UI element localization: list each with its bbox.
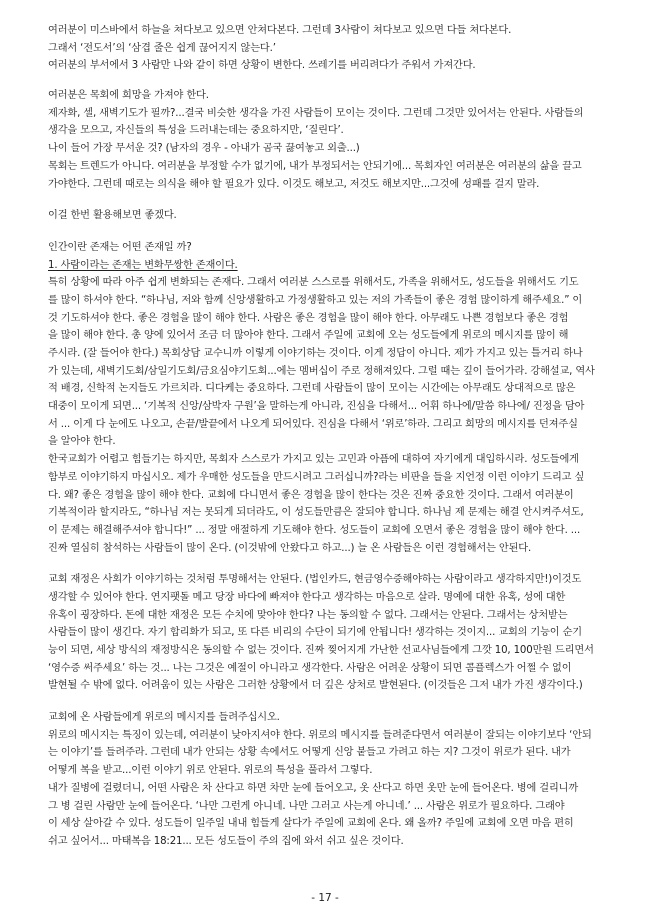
text-line: 교회 재정은 사회가 이야기하는 것처럼 투명해서는 안된다. (법인카드, 현금영수증해야하는 사람이라고 생각하지만!)이것도 (48, 574, 582, 586)
text-line: 한국교회가 어렵고 힘들기는 하지만, 목회자 스스로가 가지고 있는 고민과 아픔에 대하여 자기에게 대입하시라. 성도들에게 (48, 454, 579, 466)
text-line: ‘영수증 써주세요’ 하는 것... 나는 그것은 예절이 아니라고 생각한다. 사람은 어려운 상황이 되면 콤플렉스가 어쩔 수 없이 (48, 662, 572, 674)
text-line: 여러분은 목회에 희망을 가져야 한다. (48, 90, 209, 102)
text-line: 나이 들어 가장 무서운 것? (남자의 경우 - 아내가 곰국 끓여놓고 외출...) (48, 143, 360, 155)
text-line: 쉬고 싶어서... 마태복음 18:21... 모든 성도들이 주의 집에 와서 쉬고 싶은 것이다. (48, 835, 404, 847)
text-line: 서 ... 이게 다 눈에도 나오고, 손끝/발끝에서 나오게 되어있다. 진심을 다해서 ‘위로’하라. 그리고 희망의 메시지를 던져주실 (48, 418, 578, 430)
text-line: 다. 왜? 좋은 경험을 많이 해야 한다. 교회에 다니면서 좋은 경험을 많이 한다는 것은 진짜 중요한 것이다. 그래서 여러분이 (48, 489, 574, 501)
text-line: 제자화, 셀, 새벽기도가 필까?...결국 비슷한 생각을 가진 사람들이 모이는 것이다. 그런데 그것만 있어서는 안된다. 사람들의 (48, 107, 584, 119)
paragraph-3 (48, 207, 604, 225)
text-line: 발현될 수 밖에 없다. 어려움이 있는 사람은 그러한 상황에서 더 깊은 상처로 발현된다. (이것들은 그저 내가 가진 생각이다.) (48, 680, 583, 692)
text-line: 교회에 온 사람들에게 위로의 메시지를 들려주십시오. (48, 712, 280, 724)
text-line: 특히 상황에 따라 아주 쉽게 변화되는 존재다. 그래서 여러분 스스로를 위해서도, 가족을 위해서도, 성도들을 위해서도 기도 (48, 277, 579, 289)
text-line: 이 세상 살아갈 수 있다. 성도들이 일주일 내내 힘들게 살다가 주일에 교회에 온다. 왜 올까? 주일에 교회에 오면 마음 편히 (48, 818, 574, 830)
text-line: 를 많이 하셔야 한다. “하나님, 저와 함께 신앙생활하고 가정생활하고 있는 저의 가족들이 좋은 경험 많이하게 해주세요.” 이 (48, 294, 583, 306)
text-line: 여러분의 부서에서 3 사람만 나와 같이 하면 상황이 변한다. 쓰레기를 버리려다가 주워서 가져간다. (48, 60, 476, 72)
text-line: 적 배경, 신학적 논지들도 가르치라. 디다케는 중요하다. 그런데 사람들이 많이 모이는 시간에는 아무래도 상대적으로 많은 (48, 383, 576, 395)
text-line: 유혹이 굉장하다. 돈에 대한 재정은 모든 수치에 맞아야 한다? 나는 동의할 수 없다. 그래서는 안된다. 그래서는 상처받는 (48, 609, 568, 621)
page-number: - 17 - (311, 892, 339, 904)
text-line: 그 병 걸린 사람만 눈에 들어온다. ‘나만 그런게 아니네. 나만 그러고 사는게 아니네.’ ... 사람은 위로가 필요하다. 그래야 (48, 800, 565, 812)
text-line: 을 알아야 한다. (48, 436, 116, 448)
text-line: 어떻게 복을 받고...이런 이야기 위로 안된다. 위로의 특성을 풀라서 그렇다. (48, 765, 373, 777)
text-line: 가 있는데, 새벽기도회/삼일기도회/금요심야기도회...에는 멤버십이 주로 정해져있다. 그럴 때는 깊이 들어가라. 강해설교, 역사 (48, 365, 595, 377)
text-line: 이 문제는 해결해주셔야 합니다!” ... 정말 애절하게 기도해야 한다. 성도들이 교회에 오면서 좋은 경험을 많이 해야 한다. ... (48, 524, 581, 536)
text-line: 가야한다. 그런데 때로는 의식을 해야 할 필요가 있다. 이것도 해보고, 저것도 해보지만...그것에 성패를 걸지 말라. (48, 178, 540, 190)
text-line: 생각을 모으고, 자신들의 특성을 드러내는데는 중요하지만, ‘질린다’. (48, 125, 344, 137)
text-line: 기복적이라 할지라도, “하나님 저는 못되게 되더라도, 이 성도들만큼은 잘되야 합니다. 하나님 제 문제는 해결 안시켜주셔도, (48, 507, 584, 519)
text-line: 그래서 ‘전도서’의 ‘삼겹 줄은 쉽게 끊어지지 않는다.’ (48, 42, 276, 54)
paragraph-5 (48, 571, 604, 695)
text-line: 진짜 열심히 참석하는 사람들이 많이 온다. (이것밖에 안왔다고 하고...) 늘 온 사람들은 이런 경험해서는 안된다. (48, 542, 532, 554)
paragraph-6 (48, 709, 604, 851)
paragraph-1 (48, 22, 604, 75)
text-line: 함부로 이야기하지 마십시오. 제가 우매한 성도들을 만드시려고 그러십니까?라는 비판을 들을 지언정 이런 이야기 드리고 싶 (48, 471, 585, 483)
text-line: 목회는 트렌드가 아니다. 여러분을 부정할 수가 없기에, 내가 부정되서는 안되기에... 목회자인 여러분은 여러분의 삶을 끌고 (48, 160, 582, 172)
text-line: 주시라. (잘 들어야 한다.) 목회상담 교수니까 이렇게 이야기하는 것이다. 이게 정답이 아니다. 제가 가지고 있는 틀거리 하나 (48, 348, 583, 359)
text-line: 생각할 수 있어야 한다. 연지팻돌 메고 당장 바다에 빠져야 한다고 생각하는 마음으로 살라. 명예에 대한 유혹, 성에 대한 (48, 591, 566, 603)
section-heading: 1. 사람이라는 존재는 변화무쌍한 존재이다. (48, 259, 238, 271)
text-line: 능이 되면, 세상 방식의 재정방식은 동의할 수 없는 것이다. 진짜 찢어지게 가난한 선교사님들에게 그깟 10, 100만원 드리면서 (48, 645, 594, 656)
text-line: 을 많이 해야 한다. 총 양에 있어서 조금 더 많아야 한다. 그래서 주일에 교회에 오는 성도들에게 위로의 메시지를 많이 해 (48, 330, 569, 342)
text-line: 사람들이 많이 생긴다. 자기 합리화가 되고, 또 다른 비리의 수단이 되기에 안됩니다! 생각하는 것이지... 교회의 기능이 순기 (48, 627, 582, 639)
paragraph-2 (48, 87, 604, 193)
text-line: 것 기도하셔야 한다. 좋은 경험을 많이 해야 한다. 사람은 좋은 경험을 많이 해야 한다. 아무래도 나쁜 경험보다 좋은 경험 (48, 312, 569, 324)
text-line: 이걸 한번 활용해보면 좋겠다. (48, 210, 177, 222)
text-line: 는 이야기’를 들려주라. 그런데 내가 안되는 상황 속에서도 어떻게 신앙 붙들고 가려고 하는 지? 그것이 위로가 된다. 내가 (48, 747, 571, 759)
text-line: 여러분이 미스바에서 하늘을 쳐다보고 있으면 안쳐다본다. 그런데 3사람이 쳐다보고 있으면 다들 쳐다본다. (48, 25, 512, 36)
page-body (48, 22, 604, 851)
text-line: 위로의 메시지는 특징이 있는데, 여러분이 낮아지셔야 한다. 위로의 메시지를 들려준다면서 여러분이 잘되는 이야기보다 ‘안되 (48, 729, 592, 741)
text-line: 대중이 모이게 되면... ‘기복적 신앙/삼박자 구원’을 말하는게 아니라, 진심을 다해서... 어휘 하나에/말씀 하나에/ 진정을 담아 (48, 401, 585, 413)
paragraph-4 (48, 239, 604, 557)
text-line: 내가 질병에 걸렸더니, 어떤 사람은 차 산다고 하면 차만 눈에 들어오고, 옷 산다고 하면 옷만 눈에 들어온다. 병에 걸리니까 (48, 782, 579, 794)
section-question: 인간이란 존재는 어떤 존재일 까? (48, 241, 192, 253)
